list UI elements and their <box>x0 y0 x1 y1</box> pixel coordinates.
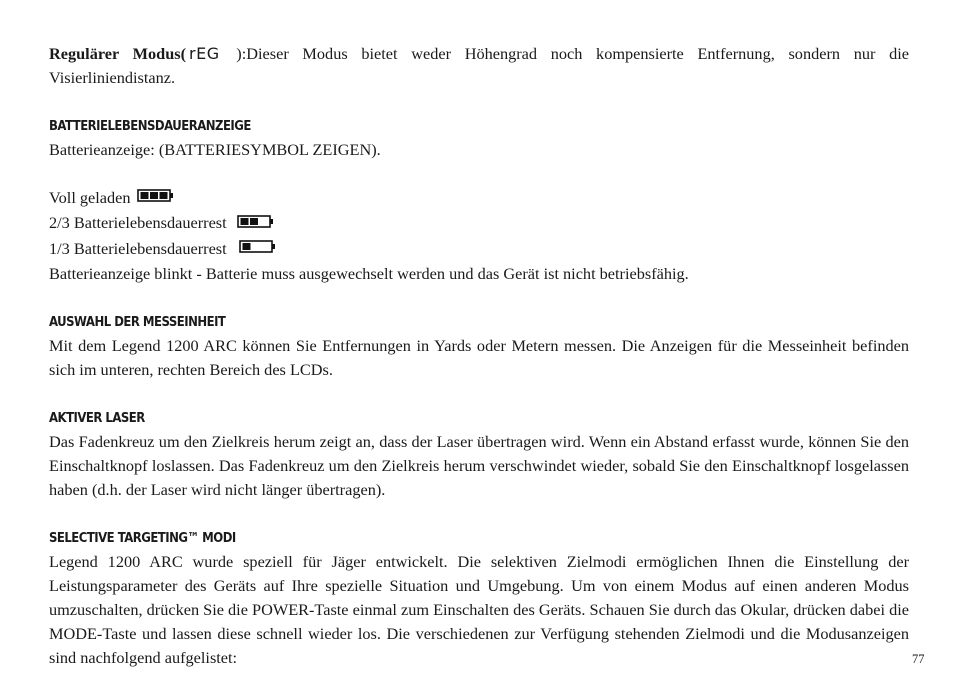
laser-heading: AKTIVER LASER <box>49 409 145 426</box>
regular-mode-description: ):Dieser Modus bietet weder Höhengrad noch kompensierte Entfernung, sondern nur die Visierliniendistanz. <box>49 44 909 87</box>
battery-one-third-icon <box>239 236 277 260</box>
laser-paragraph: Das Fadenkreuz um den Zielkreis herum zeigt an, dass der Laser übertragen wird. Wenn ein Abstand erfasst wurde, können Sie den Einschaltknopf loslassen. Das Fadenkreuz um den Zielkreis herum verschwindet wieder, sobald Sie den Einschaltknopf losgelassen haben (d.h. der Laser wird nicht länger übertragen). <box>49 431 909 499</box>
battery-blink-note: Batterieanzeige blinkt - Batterie muss ausgewechselt werden und das Gerät ist nicht betriebsfähig. <box>49 263 689 283</box>
battery-level-one-third <box>49 237 909 262</box>
unit-heading: AUSWAHL DER MESSEINHEIT <box>49 313 226 330</box>
manual-page-body <box>49 42 909 670</box>
targeting-heading: SELECTIVE TARGETING™ MODI <box>49 529 236 546</box>
battery-level-label: 2/3 Batterielebensdauerrest <box>49 213 227 233</box>
regular-mode-open-paren: ( <box>180 44 187 63</box>
battery-full-icon <box>137 185 175 209</box>
regular-mode-label: Regulärer Modus <box>49 44 181 63</box>
reg-mode-lcd-symbol: rEG <box>189 44 220 63</box>
battery-heading: BATTERIELEBENSDAUERANZEIGE <box>49 118 251 134</box>
page-number: 77 <box>912 652 925 666</box>
regular-mode-paragraph <box>49 42 909 90</box>
targeting-paragraph: Legend 1200 ARC wurde speziell für Jäger entwickelt. Die selektiven Zielmodi ermöglichen Ihnen die Einstellung der Leistungsparameter des Geräts auf Ihre spezielle Situation und Umgebung. Um von einem Modus auf einen anderen Modus umzuschalten, drücken Sie die POWER-Taste einmal zum Einschalten des Geräts. Schauen Sie durch das Okular, drücken dabei die MODE-Taste und lassen diese schnell wieder los. Die verschiedenen zur Verfügung stehenden Zielmodi und die Modusanzeigen sind nachfolgend aufgelistet: <box>49 551 909 667</box>
unit-paragraph: Mit dem Legend 1200 ARC können Sie Entfernungen in Yards oder Metern messen. Die Anzeigen für die Messeinheit befinden sich im unteren, rechten Bereich des LCDs. <box>49 335 909 379</box>
battery-level-full <box>49 186 909 211</box>
battery-level-label: 1/3 Batterielebensdauerrest <box>49 238 227 258</box>
battery-level-label: Voll geladen <box>49 188 131 207</box>
battery-level-two-thirds <box>49 211 909 236</box>
battery-description: Batterieanzeige: (BATTERIESYMBOL ZEIGEN). <box>49 140 381 159</box>
battery-two-thirds-icon <box>237 211 275 235</box>
